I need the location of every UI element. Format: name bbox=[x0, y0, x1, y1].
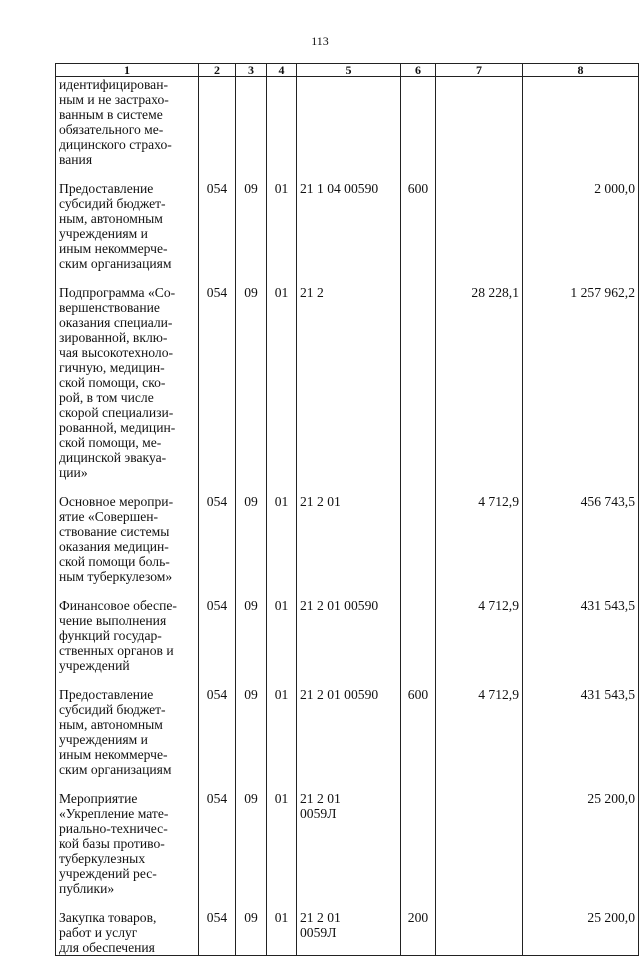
cell-ministry-text: 054 bbox=[206, 598, 228, 613]
row-name bbox=[56, 480, 199, 584]
cell-amount-8 bbox=[523, 673, 639, 777]
row-name bbox=[56, 77, 199, 168]
cell-amount-8 bbox=[523, 271, 639, 480]
cell-expense-type-text: 600 bbox=[407, 687, 429, 702]
header-col-6: 6 bbox=[401, 64, 436, 77]
cell-target-code-text: 21 2 01 00590 bbox=[300, 687, 379, 702]
header-col-2: 2 bbox=[199, 64, 236, 77]
cell-amount-8-text: 431 543,5 bbox=[580, 598, 635, 613]
cell-ministry-text: 054 bbox=[206, 910, 228, 925]
cell-amount-7-text bbox=[439, 167, 519, 181]
header-col-5: 5 bbox=[297, 64, 401, 77]
header-col-3: 3 bbox=[236, 64, 267, 77]
row-name-text: Основное меропри- ятие «Совершен- ствование системы оказания медицин- ской помощи боль- ным туберкулезом» bbox=[59, 494, 174, 584]
cell-target-code bbox=[297, 673, 401, 777]
cell-subsection bbox=[267, 777, 297, 896]
row-name-text: Финансовое обеспе- чение выполнения функций государ- ственных органов и учреждений bbox=[59, 598, 177, 673]
cell-section bbox=[236, 480, 267, 584]
row-name-text: идентифицирован- ным и не застрахо- ванным в системе обязательного ме- дицинского страхо- вания bbox=[59, 77, 172, 167]
row-name bbox=[56, 673, 199, 777]
table-row bbox=[56, 673, 639, 777]
table-row bbox=[56, 584, 639, 673]
cell-target-code bbox=[297, 167, 401, 271]
cell-subsection bbox=[267, 584, 297, 673]
cell-section-text: 09 bbox=[244, 791, 258, 806]
cell-amount-8-text: 25 200,0 bbox=[587, 791, 635, 806]
header-col-4: 4 bbox=[267, 64, 297, 77]
row-name bbox=[56, 271, 199, 480]
cell-expense-type bbox=[401, 271, 436, 480]
row-name-text: Предоставление субсидий бюджет- ным, автономным учреждениям и иным некоммерче- ским организациям bbox=[59, 181, 172, 271]
cell-ministry-text: 054 bbox=[206, 181, 228, 196]
cell-expense-type bbox=[401, 77, 436, 168]
page-number: 113 bbox=[311, 34, 329, 48]
cell-expense-type-text: 200 bbox=[407, 910, 429, 925]
cell-amount-7 bbox=[436, 777, 523, 896]
cell-amount-8-text: 2 000,0 bbox=[594, 181, 635, 196]
cell-subsection bbox=[267, 167, 297, 271]
header-col-7: 7 bbox=[436, 64, 523, 77]
cell-ministry-text: 054 bbox=[206, 687, 228, 702]
header-col-8: 8 bbox=[523, 64, 639, 77]
cell-target-code-text: 21 2 01 00590 bbox=[300, 598, 379, 613]
cell-section bbox=[236, 77, 267, 168]
cell-section-text: 09 bbox=[244, 910, 258, 925]
cell-ministry bbox=[199, 77, 236, 168]
cell-ministry-text: 054 bbox=[206, 791, 228, 806]
row-name-text: Закупка товаров, работ и услуг для обеспечения bbox=[59, 910, 157, 955]
cell-ministry bbox=[199, 167, 236, 271]
cell-amount-8 bbox=[523, 167, 639, 271]
cell-expense-type bbox=[401, 167, 436, 271]
cell-amount-7 bbox=[436, 77, 523, 168]
cell-amount-7-text bbox=[439, 777, 519, 791]
cell-target-code bbox=[297, 77, 401, 168]
cell-section-text: 09 bbox=[244, 181, 258, 196]
header-row bbox=[56, 64, 639, 77]
cell-ministry-text: 054 bbox=[206, 494, 228, 509]
cell-expense-type bbox=[401, 673, 436, 777]
cell-ministry bbox=[199, 584, 236, 673]
cell-ministry-text: 054 bbox=[206, 285, 228, 300]
table-row bbox=[56, 480, 639, 584]
row-name-text: Подпрограмма «Со- вершенствование оказания специали- зированной, вклю- чая высокотехноло- гичную, медицин- ской помощи, ско- рой, в том числе скорой специализи- рованной, медицин- ской помощи, ме- дицинской эвакуа- ции» bbox=[59, 285, 176, 480]
cell-subsection bbox=[267, 480, 297, 584]
cell-amount-7-text bbox=[439, 896, 519, 910]
cell-subsection-text: 01 bbox=[274, 285, 289, 300]
cell-amount-7-text: 4 712,9 bbox=[478, 494, 519, 509]
cell-section bbox=[236, 777, 267, 896]
cell-expense-type bbox=[401, 480, 436, 584]
cell-target-code-text: 21 2 bbox=[300, 285, 324, 300]
cell-section-text: 09 bbox=[244, 494, 258, 509]
cell-expense-type-text bbox=[404, 271, 432, 285]
cell-subsection-text: 01 bbox=[274, 181, 289, 196]
cell-amount-7 bbox=[436, 167, 523, 271]
table-row bbox=[56, 77, 639, 168]
cell-target-code-text: 21 2 01 0059Л bbox=[300, 910, 341, 940]
cell-amount-7-text: 28 228,1 bbox=[471, 285, 519, 300]
cell-amount-8 bbox=[523, 77, 639, 168]
cell-subsection-text: 01 bbox=[274, 791, 289, 806]
cell-amount-8 bbox=[523, 584, 639, 673]
cell-ministry bbox=[199, 480, 236, 584]
cell-subsection-text: 01 bbox=[274, 494, 289, 509]
cell-expense-type-text bbox=[404, 584, 432, 598]
cell-target-code bbox=[297, 480, 401, 584]
cell-expense-type-text: 600 bbox=[407, 181, 429, 196]
cell-ministry bbox=[199, 271, 236, 480]
cell-amount-7 bbox=[436, 271, 523, 480]
cell-amount-7 bbox=[436, 584, 523, 673]
cell-section bbox=[236, 584, 267, 673]
table-row bbox=[56, 271, 639, 480]
cell-subsection-text: 01 bbox=[274, 598, 289, 613]
cell-section-text: 09 bbox=[244, 598, 258, 613]
cell-section-text: 09 bbox=[244, 687, 258, 702]
cell-subsection-text: 01 bbox=[274, 910, 289, 925]
row-name bbox=[56, 777, 199, 896]
row-name bbox=[56, 167, 199, 271]
cell-section bbox=[236, 673, 267, 777]
cell-expense-type bbox=[401, 584, 436, 673]
cell-expense-type bbox=[401, 777, 436, 896]
cell-target-code-text: 21 1 04 00590 bbox=[300, 181, 379, 196]
cell-target-code-text: 21 2 01 0059Л bbox=[300, 791, 341, 821]
cell-section-text: 09 bbox=[244, 285, 258, 300]
cell-ministry bbox=[199, 777, 236, 896]
row-name-text: Мероприятие «Укрепление мате- риально-техничес- кой базы противо- туберкулезных учреждений рес- публики» bbox=[59, 791, 169, 896]
table-row bbox=[56, 167, 639, 271]
cell-expense-type-text bbox=[404, 480, 432, 494]
row-name-text: Предоставление субсидий бюджет- ным, автономным учреждениям и иным некоммерче- ским организациям bbox=[59, 687, 172, 777]
table-row bbox=[56, 777, 639, 896]
header-col-1: 1 bbox=[56, 64, 199, 77]
cell-ministry bbox=[199, 673, 236, 777]
cell-amount-8 bbox=[523, 777, 639, 896]
cell-subsection-text: 01 bbox=[274, 687, 289, 702]
cell-target-code bbox=[297, 584, 401, 673]
cell-amount-7-text: 4 712,9 bbox=[478, 687, 519, 702]
table-body bbox=[56, 77, 639, 956]
cell-subsection bbox=[267, 77, 297, 168]
cell-target-code bbox=[297, 777, 401, 896]
row-name bbox=[56, 584, 199, 673]
cell-amount-8-text: 431 543,5 bbox=[580, 687, 635, 702]
cell-section bbox=[236, 167, 267, 271]
cell-target-code bbox=[297, 271, 401, 480]
cell-amount-8-text: 456 743,5 bbox=[580, 494, 635, 509]
cell-amount-7 bbox=[436, 480, 523, 584]
cell-amount-8-text: 1 257 962,2 bbox=[570, 285, 635, 300]
cell-expense-type-text bbox=[404, 777, 432, 791]
cell-section bbox=[236, 271, 267, 480]
cell-subsection bbox=[267, 271, 297, 480]
cell-amount-7-text: 4 712,9 bbox=[478, 598, 519, 613]
budget-table bbox=[55, 63, 639, 956]
cell-amount-7 bbox=[436, 673, 523, 777]
cell-amount-8-text: 25 200,0 bbox=[587, 910, 635, 925]
cell-subsection bbox=[267, 673, 297, 777]
cell-amount-8 bbox=[523, 480, 639, 584]
cell-target-code-text: 21 2 01 bbox=[300, 494, 341, 509]
